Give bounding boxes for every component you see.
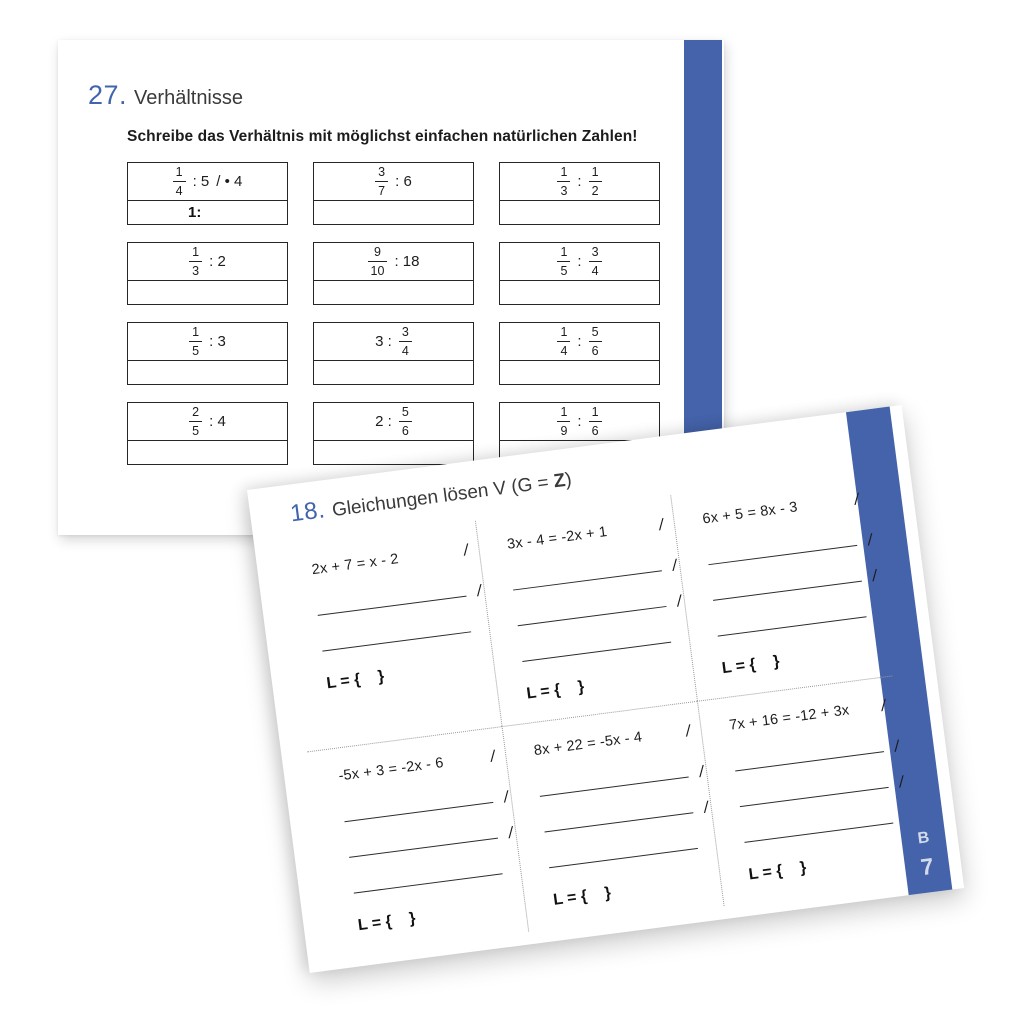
tab-page-number: 7 — [919, 852, 936, 881]
fraction-numerator: 1 — [175, 165, 183, 179]
solution-set-label: L = { } — [325, 667, 386, 693]
ratio-box — [127, 322, 288, 385]
ratio-operator-text: / • 4 — [216, 173, 243, 190]
slash-mark: / — [507, 824, 513, 843]
ratio-answer-area — [314, 200, 473, 224]
ratio-operator-text: : 2 — [209, 253, 226, 270]
fraction-numerator: 1 — [560, 325, 568, 339]
tab-letter: B — [916, 829, 931, 848]
fraction-numerator: 2 — [192, 405, 200, 419]
exercise-number: 18. — [288, 496, 327, 528]
equation-row — [506, 517, 665, 555]
answer-line — [322, 631, 471, 651]
equation-text: -5x + 3 = -2x - 6 — [337, 755, 445, 785]
answer-line — [549, 848, 698, 868]
ratio-problem — [500, 403, 659, 440]
slash-mark: / — [503, 788, 508, 807]
solution-set-label: L = { } — [747, 859, 808, 884]
exercise-number: 27. — [88, 80, 128, 110]
slash-mark: / — [854, 491, 860, 509]
equation-text: 8x + 22 = -5x - 4 — [533, 729, 644, 760]
ratio-problem — [314, 403, 473, 440]
equation-cell — [281, 521, 502, 752]
ratio-grid — [127, 162, 660, 465]
equation-row — [728, 698, 887, 736]
equation-cell — [307, 726, 528, 957]
ratio-answer-area — [500, 280, 659, 304]
equation-cell — [697, 675, 919, 906]
integers-set-symbol: Z — [552, 470, 567, 493]
ratio-operator-text: : 6 — [395, 173, 412, 190]
fraction-denominator: 9 — [557, 421, 570, 437]
answer-line — [544, 799, 708, 832]
fraction-denominator: 5 — [189, 421, 202, 437]
fraction — [589, 166, 602, 197]
slash-mark: / — [686, 722, 691, 741]
ratio-problem — [128, 323, 287, 360]
fraction-denominator: 2 — [589, 181, 602, 197]
title-suffix: ) — [563, 469, 573, 491]
answer-line — [540, 763, 704, 797]
ratio-box — [313, 242, 474, 305]
fraction-numerator: 1 — [192, 325, 200, 339]
fraction — [375, 166, 388, 197]
slash-mark: / — [463, 541, 469, 560]
fraction-numerator: 9 — [374, 245, 381, 259]
ratio-operator-text: : 3 — [209, 333, 226, 350]
ratio-answer-area — [128, 280, 287, 304]
ratio-problem — [128, 403, 287, 440]
equation-text: 3x - 4 = -2x + 1 — [506, 524, 609, 553]
equation-row — [338, 748, 497, 786]
ratio-box — [127, 242, 288, 305]
ratio-answer-area — [314, 440, 473, 464]
solution-set-label: L = { } — [720, 652, 781, 678]
ratio-operator-text: : — [577, 333, 582, 350]
slash-mark: / — [698, 763, 704, 782]
ratio-box — [499, 162, 660, 225]
ratio-problem — [314, 243, 473, 280]
ratio-problem — [128, 163, 287, 200]
fraction-numerator: 1 — [591, 165, 599, 179]
ratio-answer-area — [314, 360, 473, 384]
fraction — [557, 246, 570, 277]
fraction — [589, 326, 602, 357]
fraction-denominator: 5 — [557, 261, 570, 277]
slash-mark: / — [867, 531, 872, 550]
title-prefix: Gleichungen lösen V (G = — [330, 471, 556, 522]
ratio-operator-text: : — [577, 413, 582, 430]
worksheet-page-18 — [247, 405, 964, 973]
answer-line — [708, 531, 872, 565]
fraction-denominator: 6 — [399, 421, 412, 437]
slash-mark: / — [881, 697, 887, 716]
equation-text: 2x + 7 = x - 2 — [310, 551, 400, 579]
fraction-denominator: 7 — [375, 181, 388, 197]
ratio-problem — [500, 243, 659, 280]
ratio-operator-text: : — [577, 173, 582, 190]
ratio-box — [499, 322, 660, 385]
fraction — [189, 326, 202, 357]
slash-mark: / — [894, 738, 899, 756]
equation-cell — [502, 701, 724, 932]
solution-set-label: L = { } — [552, 884, 612, 909]
slash-mark: / — [898, 773, 904, 792]
fraction-numerator: 5 — [401, 405, 409, 419]
ratio-answer-area — [128, 440, 287, 464]
slash-mark: / — [476, 582, 482, 601]
answer-line — [744, 823, 893, 843]
ratio-operator-text: : 5 — [192, 173, 210, 190]
solution-set-label: L = { } — [525, 678, 586, 703]
fraction-numerator: 1 — [560, 165, 568, 179]
ratio-box — [127, 402, 288, 465]
ratio-problem — [314, 323, 473, 360]
page-title: Verhältnisse — [134, 87, 244, 109]
equation-grid — [281, 471, 904, 957]
fraction-numerator: 3 — [401, 325, 409, 339]
answer-line — [740, 773, 904, 807]
equation-row — [311, 542, 470, 580]
answer-line — [522, 642, 671, 662]
fraction-numerator: 1 — [560, 405, 568, 419]
fraction-numerator: 1 — [591, 405, 599, 419]
solution-set-label: L = { } — [356, 909, 417, 935]
ratio-answer-area — [500, 360, 659, 384]
fraction-denominator: 6 — [589, 341, 602, 357]
answer-line — [344, 788, 508, 822]
ratio-operator-text: : 18 — [394, 253, 420, 270]
answer-line — [518, 592, 682, 626]
ratio-box — [127, 162, 288, 225]
equation-cell — [475, 496, 697, 727]
ratio-box — [313, 402, 474, 465]
fraction — [589, 246, 602, 277]
answer-line — [318, 582, 482, 616]
fraction — [399, 406, 412, 437]
slash-mark: / — [659, 516, 665, 535]
answer-line — [354, 873, 503, 893]
equation-row — [702, 491, 861, 529]
answer-line — [735, 738, 899, 771]
ratio-operator-text: 3 : — [375, 333, 392, 350]
ratio-answer-area — [314, 280, 473, 304]
answer-line — [718, 616, 867, 636]
fraction — [189, 406, 202, 437]
ratio-box — [313, 162, 474, 225]
ratio-answer-area — [128, 360, 287, 384]
slash-mark: / — [703, 799, 708, 817]
equation-cell — [670, 470, 892, 701]
fraction — [189, 246, 202, 277]
ratio-problem — [500, 163, 659, 200]
ratio-answer-area — [500, 200, 659, 224]
ratio-box — [499, 242, 660, 305]
fraction — [368, 246, 388, 277]
fraction-denominator: 3 — [189, 261, 202, 277]
fraction-numerator: 1 — [192, 245, 200, 259]
fraction-denominator: 4 — [399, 341, 412, 357]
fraction-denominator: 4 — [557, 341, 570, 357]
slash-mark: / — [671, 557, 677, 575]
answer-line — [349, 824, 513, 858]
ratio-box — [313, 322, 474, 385]
fraction — [589, 406, 602, 437]
fraction-numerator: 5 — [591, 325, 599, 339]
fraction — [399, 326, 412, 357]
ratio-operator-text: : 4 — [209, 413, 226, 430]
answer-line — [713, 567, 877, 601]
equation-text: 7x + 16 = -12 + 3x — [728, 702, 851, 734]
fraction-denominator: 3 — [557, 181, 570, 197]
ratio-operator-text: 2 : — [375, 413, 392, 430]
equation-row — [533, 723, 692, 761]
slash-mark: / — [871, 567, 877, 586]
fraction-denominator: 4 — [173, 181, 186, 197]
ratio-problem — [500, 323, 659, 360]
slash-mark: / — [490, 748, 496, 766]
equation-text: 6x + 5 = 8x - 3 — [701, 499, 799, 528]
fraction — [557, 166, 570, 197]
instruction-text: Schreibe das Verhältnis mit möglichst einfachen natürlichen Zahlen! — [127, 128, 638, 145]
fraction-denominator: 4 — [589, 261, 602, 277]
fraction — [557, 326, 570, 357]
fraction-denominator: 5 — [189, 341, 202, 357]
fraction — [557, 406, 570, 437]
ratio-operator-text: : — [577, 253, 582, 270]
answer-line — [513, 557, 677, 590]
fraction — [173, 166, 186, 197]
ratio-answer-area: 1: — [128, 200, 287, 224]
ratio-problem — [314, 163, 473, 200]
fraction-numerator: 3 — [591, 245, 599, 259]
page-heading — [88, 80, 243, 111]
fraction-numerator: 1 — [560, 245, 568, 259]
ratio-problem — [128, 243, 287, 280]
fraction-numerator: 3 — [378, 165, 386, 179]
slash-mark: / — [676, 592, 682, 611]
fraction-denominator: 6 — [589, 421, 602, 437]
fraction-denominator: 10 — [368, 261, 388, 277]
